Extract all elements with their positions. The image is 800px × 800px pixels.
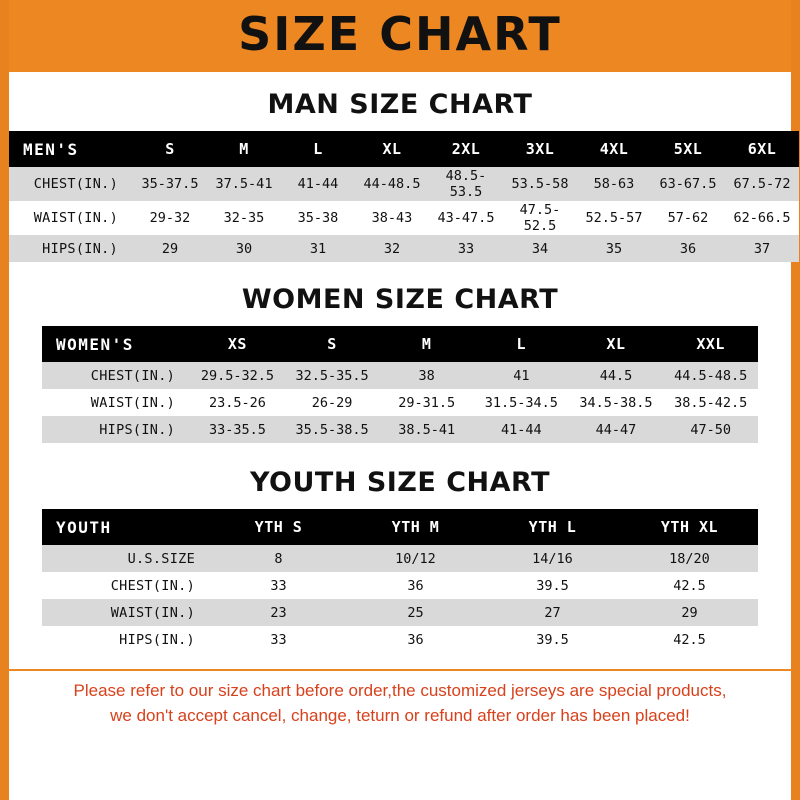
men-cell: 43-47.5 xyxy=(429,201,503,235)
women-cell: 41-44 xyxy=(474,416,569,443)
youth-header-cell: YTH S xyxy=(254,518,303,536)
men-header-cell: S xyxy=(165,140,175,158)
youth-cell: 42.5 xyxy=(621,572,758,599)
men-cell: 47.5-52.5 xyxy=(503,201,577,235)
women-cell: 38.5-42.5 xyxy=(663,389,758,416)
men-cell: 29 xyxy=(133,235,207,262)
men-header-cell: 2XL xyxy=(451,140,481,158)
men-header-cell: XL xyxy=(382,140,402,158)
youth-cell: 33 xyxy=(210,626,347,653)
youth-cell: 18/20 xyxy=(621,545,758,572)
youth-cell: 23 xyxy=(210,599,347,626)
men-row-label: HIPS(IN.) xyxy=(9,235,133,262)
men-header-cell: 5XL xyxy=(673,140,703,158)
women-row-label: HIPS(IN.) xyxy=(42,416,190,443)
youth-row-label: U.S.SIZE xyxy=(42,545,210,572)
youth-cell: 36 xyxy=(347,626,484,653)
youth-header-cell: YTH XL xyxy=(660,518,719,536)
women-size-table xyxy=(42,326,758,443)
men-header-cell: 6XL xyxy=(747,140,777,158)
men-cell: 38-43 xyxy=(355,201,429,235)
youth-cell: 36 xyxy=(347,572,484,599)
women-cell: 44.5 xyxy=(569,362,664,389)
youth-cell: 33 xyxy=(210,572,347,599)
women-header-cell: WOMEN'S xyxy=(56,334,134,354)
women-section-title: WOMEN SIZE CHART xyxy=(241,284,559,315)
women-table-header-row xyxy=(42,326,758,362)
youth-cell: 39.5 xyxy=(484,626,621,653)
youth-row-label: HIPS(IN.) xyxy=(42,626,210,653)
men-header-cell: L xyxy=(313,140,323,158)
men-header-cell: 4XL xyxy=(599,140,629,158)
youth-row-label: CHEST(IN.) xyxy=(42,572,210,599)
men-cell: 35-38 xyxy=(281,201,355,235)
men-cell: 33 xyxy=(429,235,503,262)
men-cell: 53.5-58 xyxy=(503,167,577,201)
women-header-cell: XS xyxy=(227,335,247,353)
men-cell: 32 xyxy=(355,235,429,262)
table-row xyxy=(42,545,758,572)
women-header-cell: XXL xyxy=(696,335,725,353)
men-cell: 34 xyxy=(503,235,577,262)
women-header-cell: L xyxy=(516,335,527,353)
men-cell: 35 xyxy=(577,235,651,262)
women-cell: 38.5-41 xyxy=(379,416,474,443)
men-cell: 35-37.5 xyxy=(133,167,207,201)
table-row xyxy=(42,362,758,389)
women-cell: 44-47 xyxy=(569,416,664,443)
women-cell: 34.5-38.5 xyxy=(569,389,664,416)
men-cell: 58-63 xyxy=(577,167,651,201)
men-size-table xyxy=(9,131,799,262)
men-cell: 62-66.5 xyxy=(725,201,799,235)
men-cell: 67.5-72 xyxy=(725,167,799,201)
men-cell: 30 xyxy=(207,235,281,262)
men-cell: 36 xyxy=(651,235,725,262)
men-cell: 31 xyxy=(281,235,355,262)
youth-cell: 42.5 xyxy=(621,626,758,653)
youth-header-cell: YTH L xyxy=(528,518,577,536)
women-header-cell: M xyxy=(421,335,432,353)
footer-line-2: we don't accept cancel, change, teturn or refund after order has been placed! xyxy=(110,705,690,725)
women-cell: 35.5-38.5 xyxy=(285,416,380,443)
youth-section-title: YOUTH SIZE CHART xyxy=(249,467,551,498)
header-bar xyxy=(9,0,791,72)
women-cell: 32.5-35.5 xyxy=(285,362,380,389)
table-row xyxy=(9,167,799,201)
men-cell: 32-35 xyxy=(207,201,281,235)
men-cell: 37.5-41 xyxy=(207,167,281,201)
youth-cell: 29 xyxy=(621,599,758,626)
men-header-cell: MEN'S xyxy=(23,139,79,159)
footer-line-1: Please refer to our size chart before order,the customized jerseys are special products, xyxy=(73,681,727,700)
men-row-label: CHEST(IN.) xyxy=(9,167,133,201)
women-cell: 29-31.5 xyxy=(379,389,474,416)
youth-cell: 14/16 xyxy=(484,545,621,572)
women-row-label: WAIST(IN.) xyxy=(42,389,190,416)
men-cell: 37 xyxy=(725,235,799,262)
men-cell: 52.5-57 xyxy=(577,201,651,235)
youth-cell: 8 xyxy=(210,545,347,572)
women-row-label: CHEST(IN.) xyxy=(42,362,190,389)
men-cell: 41-44 xyxy=(281,167,355,201)
youth-table-header-row xyxy=(42,509,758,545)
footer-note xyxy=(9,669,791,728)
youth-cell: 39.5 xyxy=(484,572,621,599)
youth-cell: 10/12 xyxy=(347,545,484,572)
men-section-title: MAN SIZE CHART xyxy=(267,89,533,120)
men-header-cell: M xyxy=(239,140,249,158)
men-cell: 44-48.5 xyxy=(355,167,429,201)
women-cell: 41 xyxy=(474,362,569,389)
table-row xyxy=(42,416,758,443)
table-row xyxy=(42,626,758,653)
table-row xyxy=(9,201,799,235)
table-row xyxy=(42,599,758,626)
women-cell: 29.5-32.5 xyxy=(190,362,285,389)
men-row-label: WAIST(IN.) xyxy=(9,201,133,235)
table-row xyxy=(9,235,799,262)
youth-header-cell: YOUTH xyxy=(56,517,112,537)
youth-cell: 25 xyxy=(347,599,484,626)
men-cell: 48.5-53.5 xyxy=(429,167,503,201)
table-row xyxy=(42,572,758,599)
men-cell: 63-67.5 xyxy=(651,167,725,201)
youth-size-table xyxy=(42,509,758,653)
women-cell: 31.5-34.5 xyxy=(474,389,569,416)
youth-cell: 27 xyxy=(484,599,621,626)
women-cell: 23.5-26 xyxy=(190,389,285,416)
men-table-header-row xyxy=(9,131,799,167)
women-cell: 33-35.5 xyxy=(190,416,285,443)
table-row xyxy=(42,389,758,416)
youth-header-cell: YTH M xyxy=(391,518,440,536)
women-cell: 47-50 xyxy=(663,416,758,443)
men-header-cell: 3XL xyxy=(525,140,555,158)
page-title: SIZE CHART xyxy=(238,7,562,61)
men-cell: 57-62 xyxy=(651,201,725,235)
women-cell: 26-29 xyxy=(285,389,380,416)
women-header-cell: S xyxy=(327,335,337,353)
women-cell: 44.5-48.5 xyxy=(663,362,758,389)
men-cell: 29-32 xyxy=(133,201,207,235)
women-header-cell: XL xyxy=(606,335,626,353)
youth-row-label: WAIST(IN.) xyxy=(42,599,210,626)
women-cell: 38 xyxy=(379,362,474,389)
